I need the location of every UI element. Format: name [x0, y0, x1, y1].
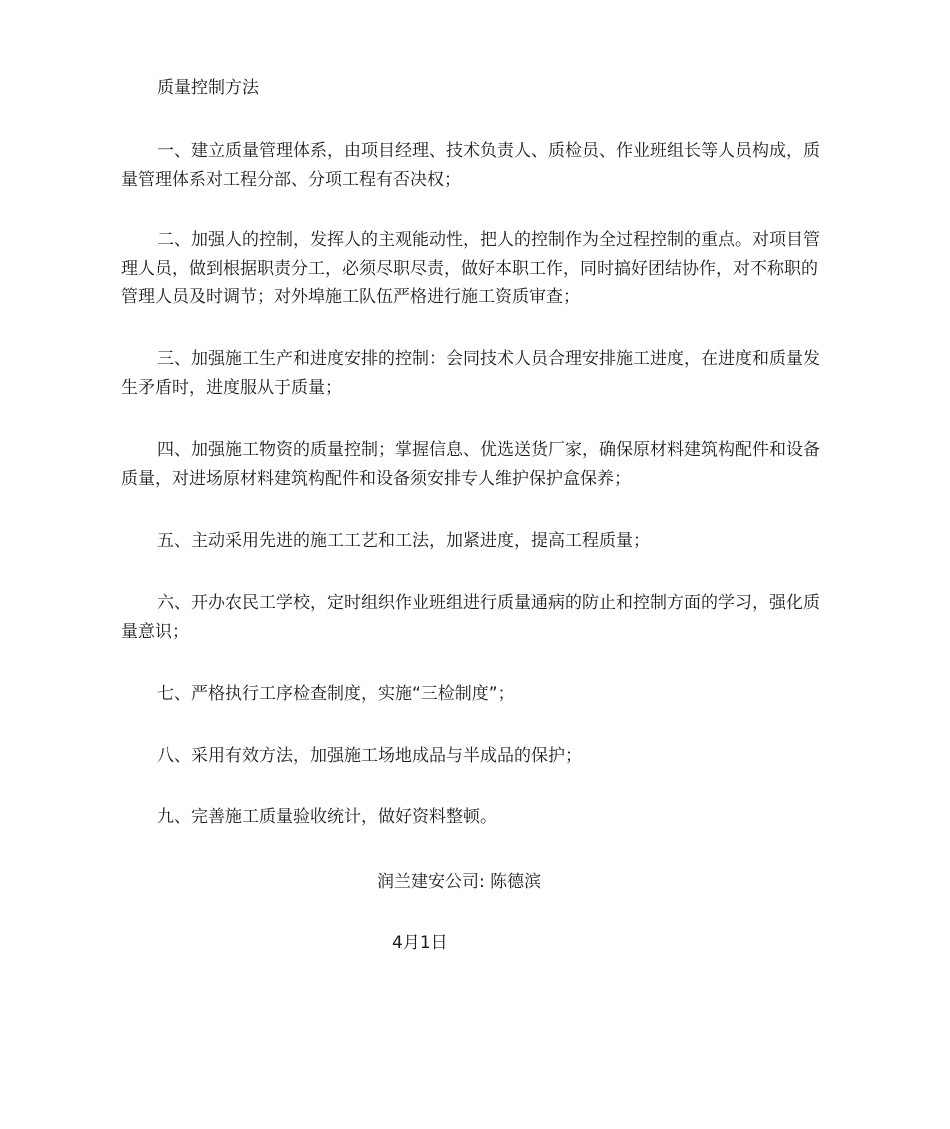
- paragraph-2: 二、加强人的控制，发挥人的主观能动性，把人的控制作为全过程控制的重点。对项目管理人员，做到根据职责分工，必须尽职尽责，做好本职工作，同时搞好团结协作，对不称职的管理人员及时调节；对外埠施工队伍严格进行施工资质审查；: [121, 230, 820, 307]
- paragraph-7: 七、严格执行工序检查制度，实施“三检制度”；: [157, 684, 515, 704]
- document-title: 质量控制方法: [157, 78, 259, 98]
- paragraph-9: 九、完善施工质量验收统计，做好资料整顿。: [157, 807, 497, 827]
- paragraph-5: 五、主动采用先进的施工工艺和工法，加紧进度，提高工程质量；: [157, 531, 650, 551]
- paragraph-8: 八、采用有效方法，加强施工场地成品与半成品的保护；: [157, 746, 582, 766]
- paragraph-3: 三、加强施工生产和进度安排的控制：会同技术人员合理安排施工进度，在进度和质量发生矛盾时，进度服从于质量；: [121, 349, 820, 398]
- paragraph-6: 六、开办农民工学校，定时组织作业班组进行质量通病的防止和控制方面的学习，强化质量意识；: [121, 593, 820, 642]
- paragraph-4: 四、加强施工物资的质量控制；掌握信息、优选送货厂家，确保原材料建筑构配件和设备质量，对进场原材料建筑构配件和设备须安排专人维护保护盒保养；: [121, 440, 820, 489]
- document-date: 4月1日: [392, 933, 448, 953]
- signature: 润兰建安公司: 陈德滨: [377, 872, 542, 892]
- paragraph-1: 一、建立质量管理体系，由项目经理、技术负责人、质检员、作业班组长等人员构成，质量管理体系对工程分部、分项工程有否决权；: [121, 141, 820, 190]
